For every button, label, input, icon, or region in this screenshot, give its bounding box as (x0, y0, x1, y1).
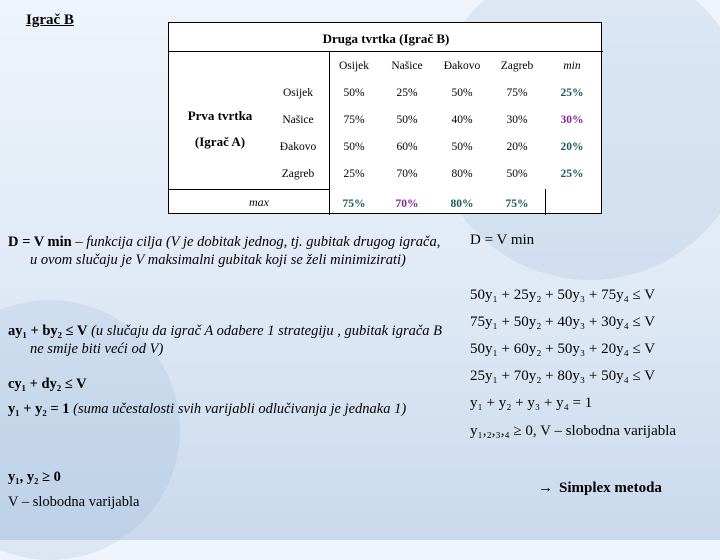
constraint-1-formula: ay₁ + by₂ ≤ V (8, 323, 88, 339)
model-objective: D = V min (470, 232, 535, 248)
constraint-1-explanation: (u slučaju da igrač A odabere 1 strategiju , gubitak igrača B ne smije biti veći od V) (30, 323, 443, 357)
constraint-1 (8, 322, 442, 358)
constraint-3-formula: y₁ + y₂ = 1 (8, 401, 70, 417)
row-min: 25% (560, 168, 584, 180)
table-cell: 25% (396, 87, 418, 99)
simplex-label: Simplex metoda (559, 480, 662, 496)
table-cell: 50% (506, 168, 528, 180)
table-cell: 60% (396, 141, 418, 153)
max-label: max (249, 195, 269, 209)
divider (169, 189, 329, 190)
table-cell: 50% (343, 141, 365, 153)
column-header-min: min (563, 60, 581, 72)
table-cell: 80% (451, 168, 473, 180)
row-header: Našice (282, 114, 314, 126)
row-min: 25% (560, 87, 584, 99)
column-header: Đakovo (443, 60, 481, 72)
column-max: 70% (395, 198, 419, 210)
player-a-label (175, 103, 265, 155)
model-equation: 25y₁ + 70y₂ + 80y₃ + 50y₄ ≤ V (470, 368, 656, 384)
row-header: Zagreb (281, 168, 315, 180)
column-max: 75% (505, 198, 529, 210)
objective-formula: D = V min (8, 234, 72, 250)
table-cell: 75% (506, 87, 528, 99)
row-header: Đakovo (279, 141, 317, 153)
table-cell: 20% (506, 141, 528, 153)
constraint-5: V – slobodna varijabla (8, 494, 140, 510)
model-equation: 50y₁ + 60y₂ + 50y₃ + 20y₄ ≤ V (470, 341, 656, 357)
table-cell: 50% (343, 87, 365, 99)
divider (329, 51, 330, 215)
row-min: 30% (560, 114, 584, 126)
row-header: Osijek (282, 87, 314, 99)
constraint-4: y₁, y₂ ≥ 0 (8, 469, 61, 485)
row-min: 20% (560, 141, 584, 153)
column-max: 80% (450, 198, 474, 210)
player-a-line1: Prva tvrtka (187, 108, 253, 123)
constraint-2: cy₁ + dy₂ ≤ V (8, 376, 87, 392)
table-header: Druga tvrtka (Igrač B) (322, 31, 450, 46)
right-arrow-icon: → (538, 480, 553, 496)
column-header: Našice (391, 60, 423, 72)
table-cell: 50% (396, 114, 418, 126)
objective-description (8, 233, 442, 269)
model-equation: y₁ + y₂ + y₃ + y₄ = 1 (470, 395, 593, 411)
slide-title: Igrač B (26, 12, 74, 28)
divider (545, 189, 546, 215)
constraint-3 (8, 400, 442, 418)
column-header: Osijek (338, 60, 370, 72)
constraint-3-explanation: (suma učestalosti svih varijabli odlučivanja je jednaka 1) (69, 401, 407, 417)
table-cell: 40% (451, 114, 473, 126)
table-cell: 75% (343, 114, 365, 126)
model-equation: y₁,₂,₃,₄ ≥ 0, V – slobodna varijabla (470, 423, 677, 439)
divider (169, 51, 603, 52)
model-equation: 50y₁ + 25y₂ + 50y₃ + 75y₄ ≤ V (470, 287, 656, 303)
column-header: Zagreb (500, 60, 534, 72)
table-cell: 50% (451, 141, 473, 153)
table-cell: 25% (343, 168, 365, 180)
objective-explanation: – funkcija cilja (V je dobitak jednog, tj. gubitak drugog igrača, u ovom slučaju je V maksimalni gubitak koji se želi minimizirati) (30, 234, 441, 268)
payoff-table (168, 22, 602, 214)
player-a-line2: (Igrač A) (194, 134, 246, 149)
simplex-note (538, 480, 662, 497)
model-equation: 75y₁ + 50y₂ + 40y₃ + 30y₄ ≤ V (470, 314, 656, 330)
table-cell: 50% (451, 87, 473, 99)
table-cell: 30% (506, 114, 528, 126)
column-max: 75% (342, 198, 366, 210)
table-cell: 70% (396, 168, 418, 180)
